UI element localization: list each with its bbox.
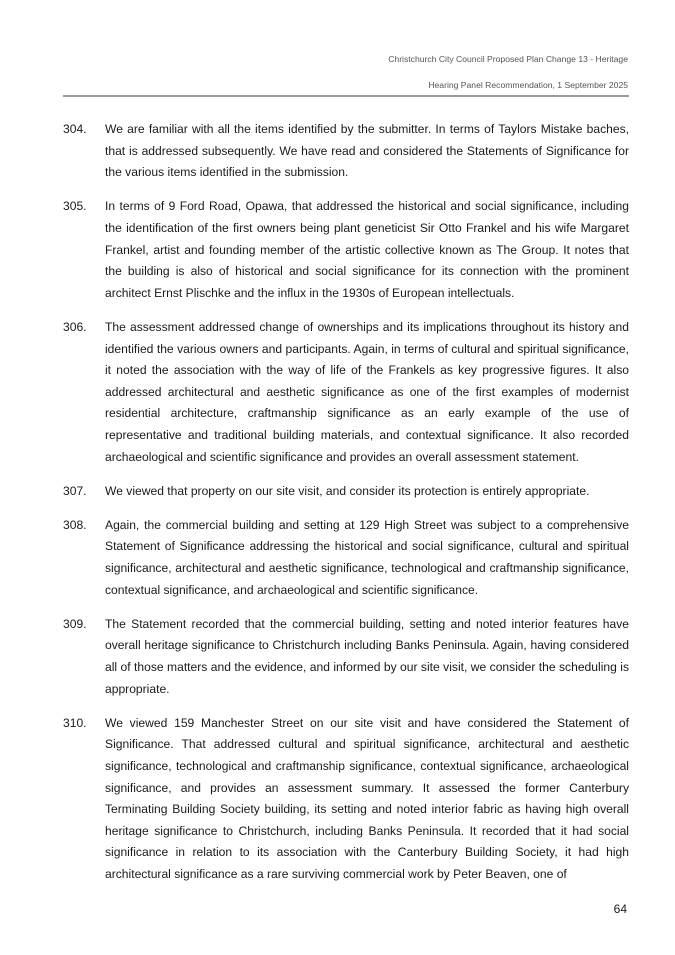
paragraph-307 <box>63 481 629 503</box>
paragraph-text: We viewed that property on our site visit, and consider its protection is entirely appropriate. <box>105 483 590 498</box>
page-number: 64 <box>613 902 627 916</box>
paragraph-text: The assessment addressed change of ownerships and its implications throughout its history and identified the various owners and participants. Again, in terms of cultural and spiritual significance, it noted the association with the way of life of the Frankels as key progressive figures. It also addressed architectural and aesthetic significance as one of the first examples of modernist residential architecture, craftmanship significance as an early example of the use of representative and traditional building materials, and contextual significance. It also recorded archaeological and scientific significance and provides an overall assessment statement. <box>105 319 629 464</box>
paragraph-number: 306. <box>63 319 87 334</box>
document-body <box>63 119 629 898</box>
paragraph-310 <box>63 713 629 886</box>
paragraph-text: We viewed 159 Manchester Street on our site visit and have considered the Statement of Significance. That addressed cultural and spiritual significance, architectural and aesthetic significance, technological and craftmanship significance, contextual significance, archaeological significance, and provides an assessment summary. It assessed the former Canterbury Terminating Building Society building, its setting and noted interior fabric as having high overall heritage significance to Christchurch, including Banks Peninsula. It recorded that it had social significance in relation to its association with the Canterbury Building Society, it had high architectural significance as a rare surviving commercial work by Peter Beaven, one of <box>105 715 629 881</box>
paragraph-text: We are familiar with all the items identified by the submitter. In terms of Taylors Mistake baches, that is addressed subsequently. We have read and considered the Statements of Significance for the various items identified in the submission. <box>105 122 629 180</box>
paragraph-number: 310. <box>63 715 87 730</box>
paragraph-number: 308. <box>63 517 87 532</box>
paragraph-number: 304. <box>63 122 87 136</box>
paragraph-text: The Statement recorded that the commercial building, setting and noted interior features have overall heritage significance to Christchurch including Banks Peninsula. Again, having considered all of those matters and the evidence, and informed by our site visit, we consider the scheduling is appropriate. <box>105 616 629 696</box>
header-document-subtitle: Hearing Panel Recommendation, 1 September 2025 <box>428 80 628 90</box>
paragraph-305 <box>63 196 629 304</box>
paragraph-306 <box>63 317 629 468</box>
header-divider <box>63 95 629 97</box>
header-document-title: Christchurch City Council Proposed Plan Change 13 - Heritage <box>388 54 628 64</box>
paragraph-309 <box>63 614 629 700</box>
paragraph-number: 307. <box>63 483 87 498</box>
paragraph-304 <box>63 119 629 184</box>
paragraph-308 <box>63 515 629 601</box>
paragraph-number: 309. <box>63 616 87 631</box>
paragraph-text: In terms of 9 Ford Road, Opawa, that addressed the historical and social significance, including the identification of the first owners being plant geneticist Sir Otto Frankel and his wife Margaret Frankel, artist and founding member of the artistic collective known as The Group. It notes that the building is also of historical and social significance for its connection with the prominent architect Ernst Plischke and the influx in the 1930s of European intellectuals. <box>105 199 629 300</box>
paragraph-number: 305. <box>63 199 87 214</box>
paragraph-text: Again, the commercial building and setting at 129 High Street was subject to a comprehensive Statement of Significance addressing the historical and social significance, cultural and spiritual significance, architectural and aesthetic significance, technological and craftmanship significance, contextual significance, and archaeological and scientific significance. <box>105 517 629 597</box>
